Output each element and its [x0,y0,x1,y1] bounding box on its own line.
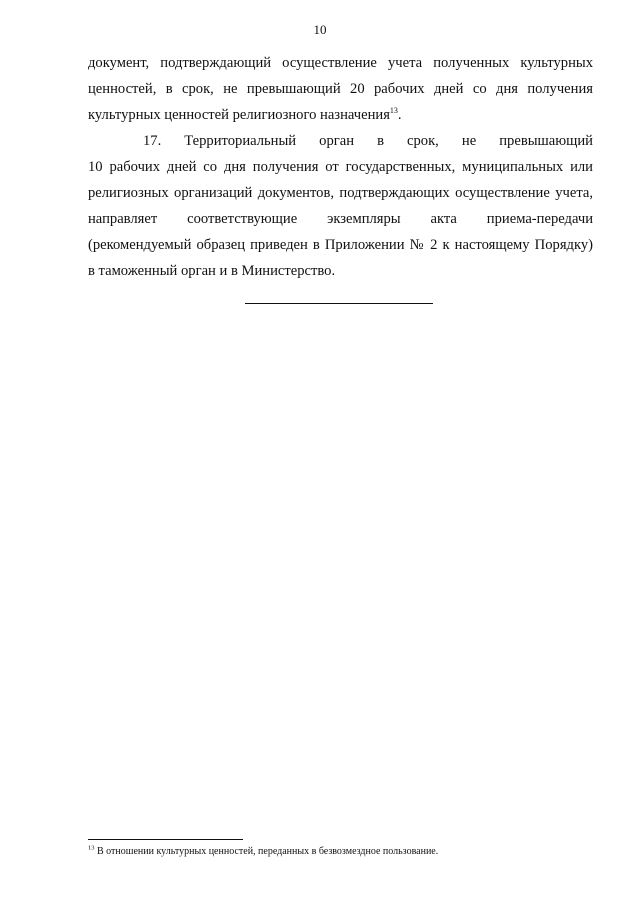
paragraph-1-line-3 [88,102,593,128]
paragraph-2-line-5: (рекомендуемый образец приведен в Приложении № 2 к настоящему Порядку) [88,237,593,253]
footnote-reference[interactable]: 13 [389,106,398,116]
document-body [88,50,593,284]
footnote-divider [88,839,243,840]
paragraph-2-line-6: в таможенный орган и в Министерство. [88,263,336,279]
paragraph-2-line-2: 10 рабочих дней со дня получения от государственных, муниципальных или [88,159,593,175]
footnote [88,845,593,858]
paragraph-2-line-1: 17. Территориальный орган в срок, не превышающий [143,133,593,149]
footnote-text: В отношении культурных ценностей, переданных в безвозмездное пользование. [94,846,439,857]
section-end-divider [245,303,433,304]
paragraph-1-line-1: документ, подтверждающий осуществление учета полученных культурных [88,55,593,71]
paragraph-1-line-2: ценностей, в срок, не превышающий 20 рабочих дней со дня получения [88,81,593,97]
footnote-number: 13 [88,844,95,852]
paragraph-2-line-3: религиозных организаций документов, подтверждающих осуществление учета, [88,185,593,201]
page-number: 10 [313,22,327,37]
paragraph-1-line-3-text: культурных ценностей религиозного назначения [88,107,390,123]
paragraph-2-line-4: направляет соответствующие экземпляры акта приема-передачи [88,211,593,227]
paragraph-1-period: . [397,107,402,123]
